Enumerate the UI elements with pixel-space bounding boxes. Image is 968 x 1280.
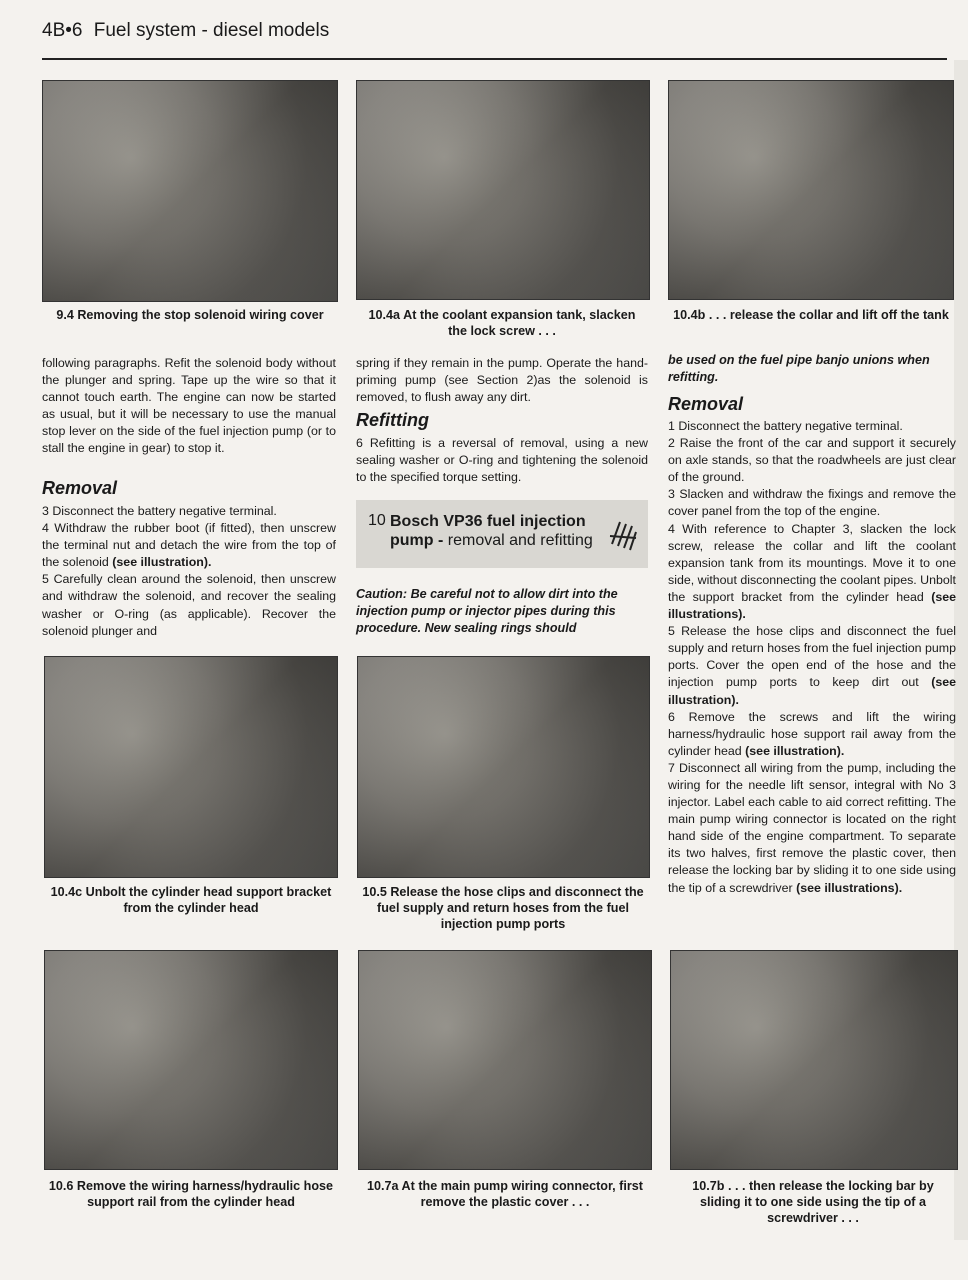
photo-10-7b [670, 950, 958, 1170]
col3-intro: be used on the fuel pipe banjo unions when refitting. [668, 353, 930, 384]
col3-p1: 1 Disconnect the battery negative terminal. [668, 419, 903, 433]
col3-heading-removal: Removal [668, 394, 744, 414]
caption-10-5: 10.5 Release the hose clips and disconnect the fuel supply and return hoses from the fuel injection pump ports [362, 885, 644, 931]
col2-p6: 6 Refitting is a reversal of removal, using a new sealing washer or O-ring and tightening the solenoid to the specified torque setting. [356, 436, 648, 485]
caption-10-7a: 10.7a At the main pump wiring connector, first remove the plastic cover . . . [367, 1179, 643, 1209]
caption-10-7b: 10.7b . . . then release the locking bar by sliding it to one side using the tip of a screwdriver . . . [692, 1179, 934, 1225]
difficulty-spanner-icon [608, 514, 638, 554]
photo-10-6 [44, 950, 338, 1170]
col1-heading-removal: Removal [42, 478, 118, 498]
col1-intro: following paragraphs. Refit the solenoid body without the plunger and spring. Tape up the wire so that it cannot touch earth. The engine can now be started as usual, but it will be necessary to use the manual stop lever on the side of the fuel injection pump (or to stall the engine in gear) to stop it. [42, 356, 336, 456]
col3-p6: 6 Remove the screws and lift the wiring harness/hydraulic hose support rail away from the cylinder head (see illustration). [668, 709, 956, 758]
photo-10-4b [668, 80, 954, 300]
caption-10-4c: 10.4c Unbolt the cylinder head support bracket from the cylinder head [50, 885, 332, 915]
col3-p2: 2 Raise the front of the car and support it securely on axle stands, so that the roadwheels are just clear of the ground. [668, 436, 956, 485]
col1-p3: 3 Disconnect the battery negative terminal. [42, 504, 277, 518]
page-title: Fuel system - diesel models [93, 20, 330, 41]
col3-body [668, 418, 956, 897]
col2-heading-refitting: Refitting [356, 410, 429, 430]
col3-p7: 7 Disconnect all wiring from the pump, including the wiring for the needle lift sensor, integral with No 3 injector. Label each cable to aid correct refitting. The main pump wiring connector is located on the right hand side of the engine compartment. To separate its two halves, first remove the plastic cover, then release the locking bar by sliding it to one side using the tip of a screwdriver (see illustrations). [668, 760, 956, 895]
photo-9-4 [42, 80, 338, 302]
caption-10-4b: 10.4b . . . release the collar and lift off the tank [673, 308, 949, 322]
photo-10-4c [44, 656, 338, 878]
col1-body [42, 503, 336, 640]
col1-p5: 5 Carefully clean around the solenoid, then unscrew and withdraw the solenoid, and recover the sealing washer or O-ring (as applicable). Recover the solenoid plunger and [42, 572, 336, 638]
photo-10-5 [357, 656, 650, 878]
col2-intro: spring if they remain in the pump. Operate the hand-priming pump (see Section 2)as the solenoid is removed, to flush away any dirt. [356, 356, 648, 405]
header-rule [42, 58, 947, 60]
caption-10-6: 10.6 Remove the wiring harness/hydraulic hose support rail from the cylinder head [48, 1179, 334, 1209]
caution-note: Caution: Be careful not to allow dirt into the injection pump or injector pipes during this procedure. New sealing rings should [356, 587, 618, 635]
section-title: Bosch VP36 fuel injection pump - removal and refitting [390, 513, 593, 549]
page-ref: 4B•6 [42, 20, 83, 41]
col3-p3: 3 Slacken and withdraw the fixings and remove the cover panel from the top of the engine. [668, 487, 956, 519]
caption-10-4a: 10.4a At the coolant expansion tank, slacken the lock screw . . . [368, 308, 636, 338]
section-10-box [356, 500, 648, 568]
col1-p4: 4 Withdraw the rubber boot (if fitted), then unscrew the terminal nut and detach the wire from the top of the solenoid (see illustration). [42, 521, 336, 570]
caption-9-4: 9.4 Removing the stop solenoid wiring cover [56, 308, 324, 322]
photo-10-7a [358, 950, 652, 1170]
col3-p5: 5 Release the hose clips and disconnect the fuel supply and return hoses from the fuel injection pump ports. Cover the open end of the hose and the injection pump ports to keep dirt out (see illustration). [668, 624, 956, 707]
photo-10-4a [356, 80, 650, 300]
page-header [42, 20, 329, 42]
section-number: 10 [368, 512, 386, 529]
col3-p4: 4 With reference to Chapter 3, slacken the lock screw, release the collar and lift the coolant expansion tank from its mountings. Move it to one side, without disconnecting the coolant pipes. Unbolt the support bracket from the cylinder head (see illustrations). [668, 521, 956, 622]
